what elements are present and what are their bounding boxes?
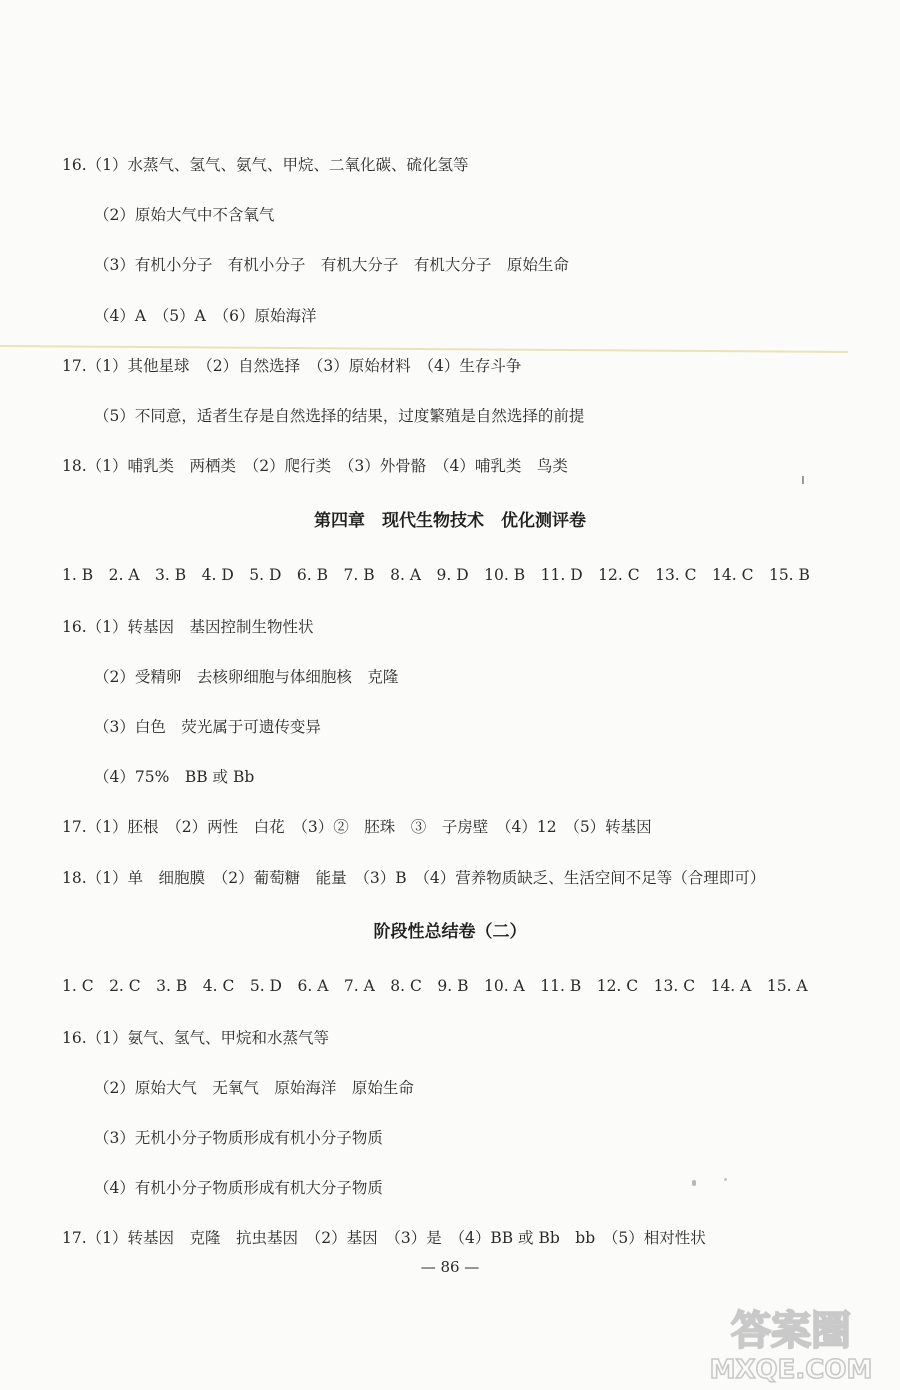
summary-answer-16-part1: 16.（1）氨气、氢气、甲烷和水蒸气等 xyxy=(62,1029,330,1047)
answer-17-part2: （5）不同意，适者生存是自然选择的结果，过度繁殖是自然选择的前提 xyxy=(94,407,585,425)
stage-summary-heading: 阶段性总结卷（二） xyxy=(373,922,527,942)
summary-answer-16-part4: （4）有机小分子物质形成有机大分子物质 xyxy=(94,1179,383,1197)
summary-answer-16-part2: （2）原始大气 无氧气 原始海洋 原始生命 xyxy=(94,1079,414,1097)
summary-answer-17-part1: 17.（1）转基因 克隆 抗虫基因 （2）基因 （3）是 （4）BB 或 Bb bb （5）相对性状 xyxy=(62,1229,706,1247)
answer-17-part1: 17.（1）其他星球 （2）自然选择 （3）原始材料 （4）生存斗争 xyxy=(62,357,522,375)
chapter4-heading: 第四章 现代生物技术 优化测评卷 xyxy=(314,511,586,531)
ch4-answer-16-part4: （4）75% BB 或 Bb xyxy=(94,768,255,786)
answer-18-part1: 18.（1）哺乳类 两栖类 （2）爬行类 （3）外骨骼 （4）哺乳类 鸟类 xyxy=(62,457,568,475)
summary-answer-16-part3: （3）无机小分子物质形成有机小分子物质 xyxy=(94,1129,383,1147)
answer-16-part1: 16.（1）水蒸气、氢气、氨气、甲烷、二氧化碳、硫化氢等 xyxy=(62,156,469,174)
watermark-logo xyxy=(696,1298,886,1384)
ch4-answer-16-part3: （3）白色 荧光属于可遗传变异 xyxy=(94,718,321,736)
multiple-choice-answers-summary: 1. C 2. C 3. B 4. C 5. D 6. A 7. A 8. C 9. B 10. A 11. B 12. C 13. C 14. A 15. A xyxy=(62,977,808,995)
answer-16-part2: （2）原始大气中不含氧气 xyxy=(94,206,275,224)
answer-16-part3: （3）有机小分子 有机小分子 有机大分子 有机大分子 原始生命 xyxy=(94,256,569,274)
speck xyxy=(692,1180,696,1186)
ch4-answer-16-part2: （2）受精卵 去核卵细胞与体细胞核 克隆 xyxy=(94,668,399,686)
speck xyxy=(802,476,804,484)
ch4-answer-17-part1: 17.（1）胚根 （2）两性 白花 （3）② 胚珠 ③ 子房壁 （4）12 （5）转基因 xyxy=(62,818,652,836)
ch4-answer-16-part1: 16.（1）转基因 基因控制生物性状 xyxy=(62,618,314,636)
answer-16-part4: （4）A （5）A （6）原始海洋 xyxy=(94,307,317,325)
page-number: — 86 — xyxy=(420,1258,480,1276)
ch4-answer-18-part1: 18.（1）单 细胞膜 （2）葡萄糖 能量 （3）B （4）营养物质缺乏、生活空间不足等（合理即可） xyxy=(62,869,766,887)
speck xyxy=(724,1178,727,1181)
multiple-choice-answers-ch4: 1. B 2. A 3. B 4. D 5. D 6. B 7. B 8. A 9. D 10. B 11. D 12. C 13. C 14. C 15. B xyxy=(62,566,810,584)
watermark-text-bottom: MXQE.COM xyxy=(709,1355,873,1384)
page-fold-line xyxy=(0,342,850,356)
watermark-text-top: 答案圈 xyxy=(731,1308,851,1354)
